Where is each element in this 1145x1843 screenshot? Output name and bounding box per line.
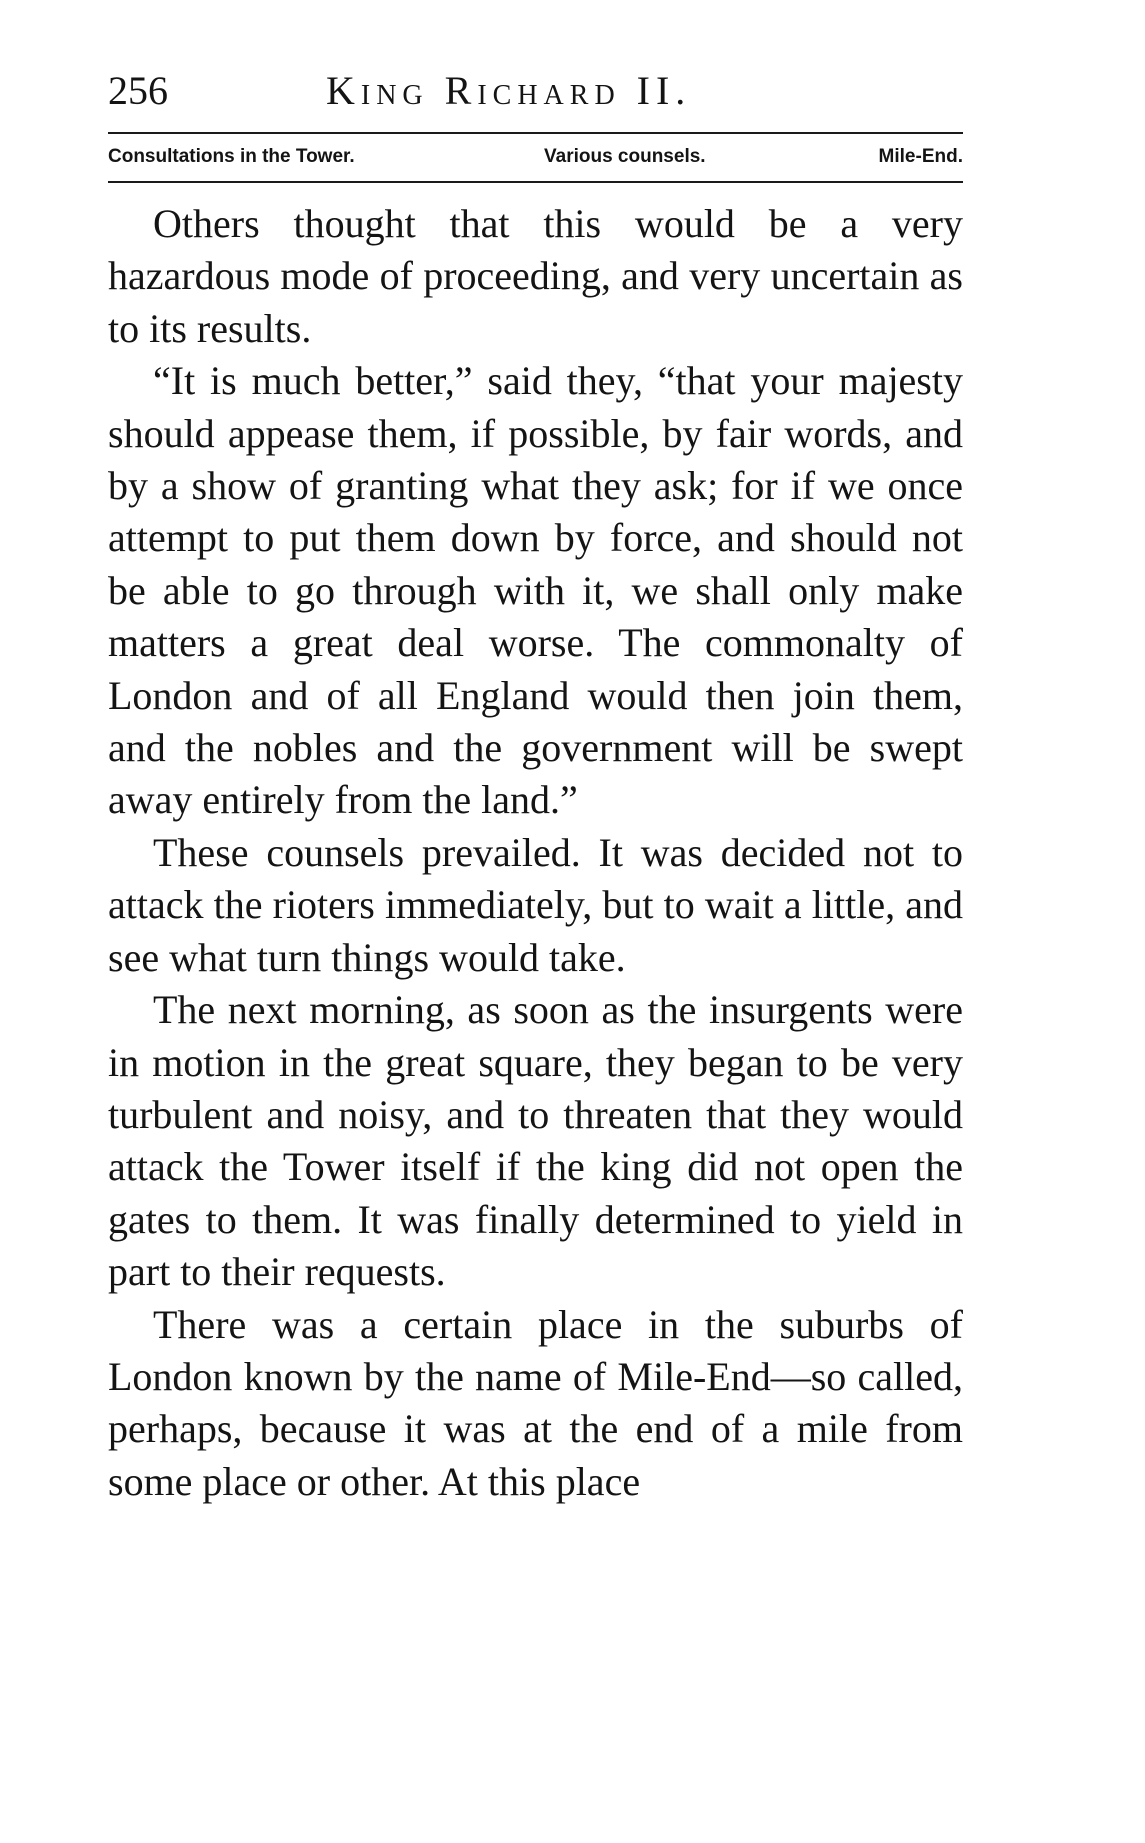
paragraph: “It is much better,” said they, “that your majesty should appease them, if possible, by fair words, and by a show of granting what they ask; for if we once attempt to put them down by force, and should not be able to go through with it, we shall only make matters a great deal worse. The commonalty of London and of all England would then join them, and the nobles and the government will be swept away entirely from the land.”	[108, 358, 963, 823]
subhead-center: Various counsels.	[544, 146, 706, 167]
page-number: 256	[108, 68, 168, 113]
paragraph: There was a certain place in the suburbs of London known by the name of Mile-End—so called, perhaps, because it was at the end of a mile from some place or other. At this place	[108, 1301, 963, 1504]
paragraph: These counsels prevailed. It was decided not to attack the rioters immediately, but to wait a little, and see what turn things would take.	[108, 829, 963, 980]
section-subheads	[108, 140, 963, 174]
body-text	[108, 198, 963, 1508]
subhead-left: Consultations in the Tower.	[108, 146, 355, 167]
paragraph: The next morning, as soon as the insurgents were in motion in the great square, they began to be very turbulent and noisy, and to threaten that they would attack the Tower itself if the king did not open the gates to them. It was finally determined to yield in part to their requests.	[108, 987, 963, 1295]
book-title: King Richard II.	[326, 68, 692, 113]
header-rule-bottom	[108, 181, 963, 183]
header-rule-top	[108, 132, 963, 134]
running-head	[108, 66, 963, 116]
paragraph: Others thought that this would be a very hazardous mode of proceeding, and very uncertain as to its results.	[108, 201, 963, 351]
subhead-right: Mile-End.	[878, 146, 963, 167]
